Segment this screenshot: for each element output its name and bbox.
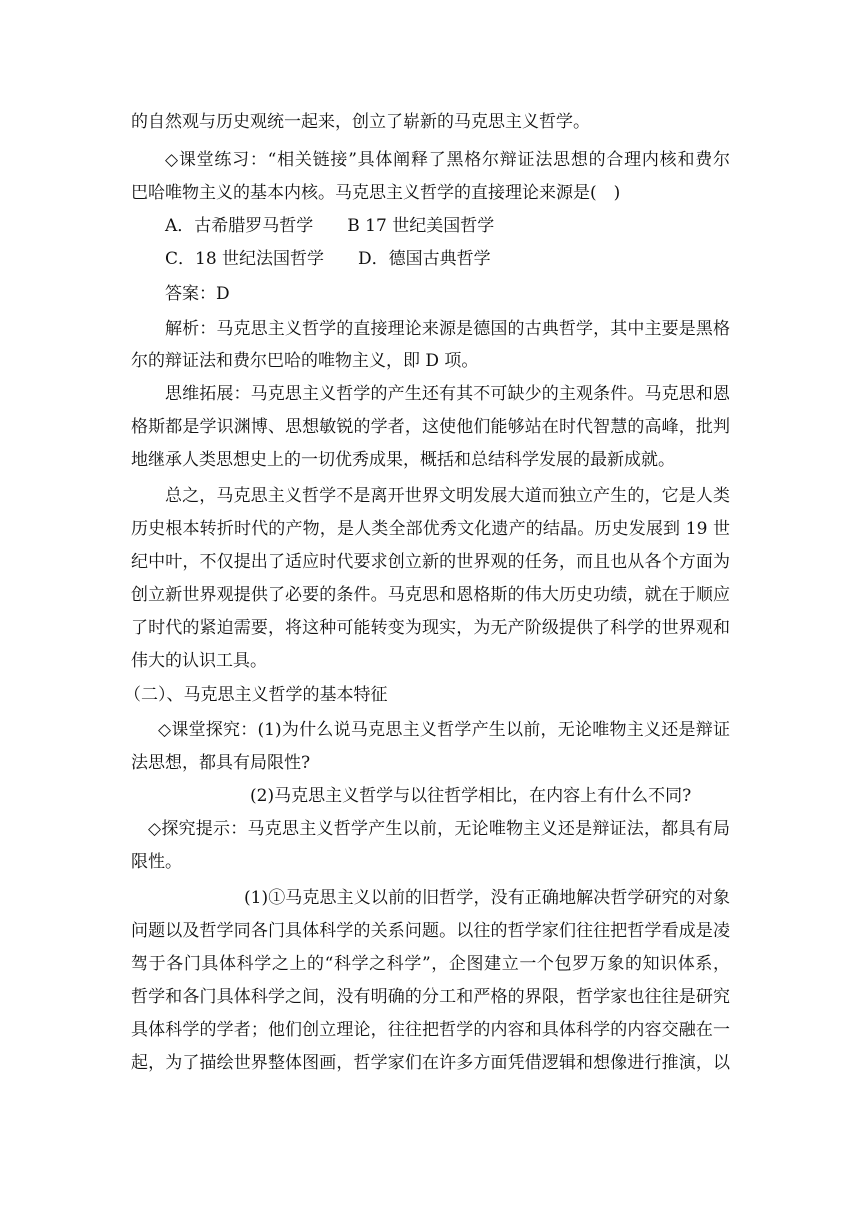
inquiry-line-3: (2)马克思主义哲学与以往哲学相比，在内容上有什么不同? — [250, 786, 692, 806]
hint-line-2: 限性。 — [131, 852, 182, 872]
body-line-2: 问题以及哲学同各门具体科学的关系问题。以往的哲学家们往往把哲学看成是凌 — [131, 921, 730, 941]
hint-line-1: ◇探究提示：马克思主义哲学产生以前，无论唯物主义还是辩证法，都具有局 — [148, 819, 730, 839]
body-line-4: 哲学和各门具体科学之间，没有明确的分工和严格的界限，哲学家也往往是研究 — [131, 987, 730, 1007]
inquiry-line-1: ◇课堂探究：(1)为什么说马克思主义哲学产生以前，无论唯物主义还是辩证 — [158, 720, 730, 740]
body-line-3: 驾于各门具体科学之上的“科学之科学”，企图建立一个包罗万象的知识体系， — [131, 954, 730, 974]
summary-line-4: 创立新世界观提供了必要的条件。马克思和恩格斯的伟大历史功绩，就在于顺应 — [131, 585, 730, 605]
option-line-ab: A．古希腊罗马哲学 B 17 世纪美国哲学 — [165, 216, 495, 236]
section-heading: （二）、马克思主义哲学的基本特征 — [124, 685, 388, 705]
analysis-line-1: 解析：马克思主义哲学的直接理论来源是德国的古典哲学，其中主要是黑格 — [165, 319, 730, 339]
answer-line: 答案：D — [165, 284, 230, 304]
text-line-1: 的自然观与历史观统一起来，创立了崭新的马克思主义哲学。 — [131, 112, 590, 132]
summary-line-5: 了时代的紧迫需要，将这种可能转变为现实，为无产阶级提供了科学的世界观和 — [131, 618, 730, 638]
extension-line-3: 地继承人类思想史上的一切优秀成果，概括和总结科学发展的最新成就。 — [131, 450, 675, 470]
extension-line-2: 格斯都是学识渊博、思想敏锐的学者，这使他们能够站在时代智慧的高峰，批判 — [131, 417, 730, 437]
summary-line-1: 总之，马克思主义哲学不是离开世界文明发展大道而独立产生的，它是人类 — [165, 486, 730, 506]
extension-line-1: 思维拓展：马克思主义哲学的产生还有其不可缺少的主观条件。马克思和恩 — [165, 384, 730, 404]
summary-line-6: 伟大的认识工具。 — [131, 651, 267, 671]
analysis-line-2: 尔的辩证法和费尔巴哈的唯物主义，即 D 项。 — [131, 351, 479, 371]
body-line-6: 起，为了描绘世界整体图画，哲学家们在许多方面凭借逻辑和想像进行推演，以 — [131, 1053, 730, 1073]
text-line-2: ◇课堂练习：“相关链接”具体阐释了黑格尔辩证法思想的合理内核和费尔 — [165, 150, 730, 170]
body-line-5: 具体科学的学者；他们创立理论，往往把哲学的内容和具体科学的内容交融在一 — [131, 1020, 730, 1040]
inquiry-line-2: 法思想，都具有局限性? — [131, 753, 311, 773]
body-line-1: (1)①马克思主义以前的旧哲学，没有正确地解决哲学研究的对象 — [244, 888, 730, 908]
summary-line-2: 历史根本转折时代的产物，是人类全部优秀文化遗产的结晶。历史发展到 19 世 — [131, 519, 730, 539]
summary-line-3: 纪中叶，不仅提出了适应时代要求创立新的世界观的任务，而且也从各个方面为 — [131, 552, 730, 572]
text-line-3: 巴哈唯物主义的基本内核。马克思主义哲学的直接理论来源是( ) — [131, 183, 621, 203]
option-line-cd: C．18 世纪法国哲学 D．德国古典哲学 — [165, 249, 491, 269]
